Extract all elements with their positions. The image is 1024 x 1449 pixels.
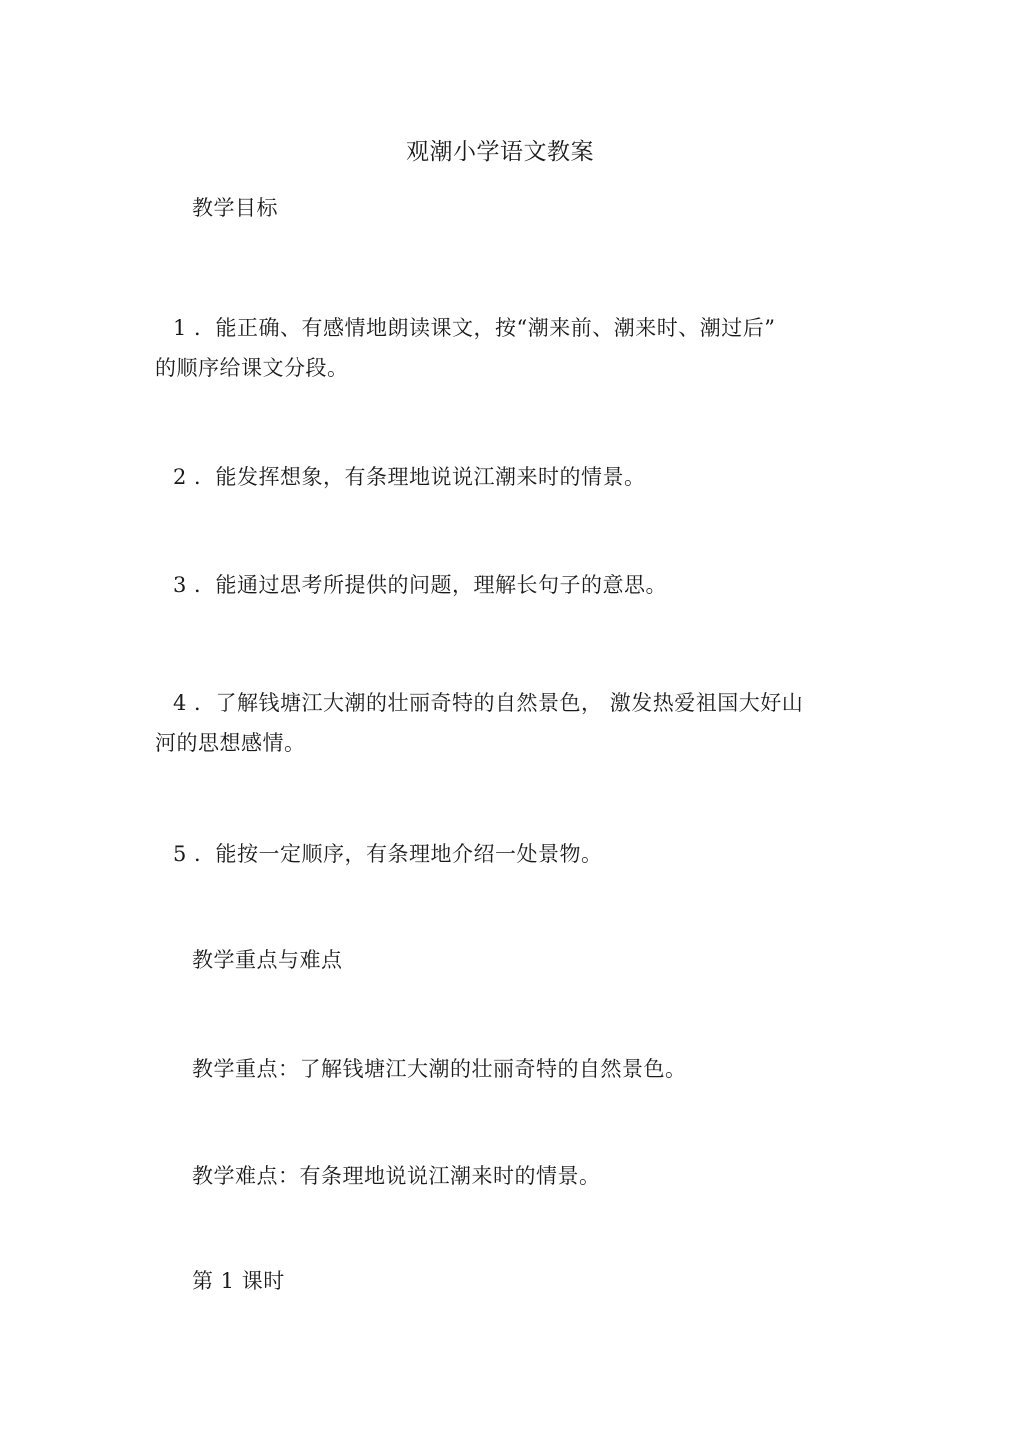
section-heading-key-points: 教学重点与难点 <box>192 948 343 972</box>
objective-1-line-2: 的顺序给课文分段。 <box>155 356 349 380</box>
key-point: 教学重点：了解钱塘江大潮的壮丽奇特的自然景色。 <box>192 1057 687 1081</box>
objective-4-line-1: 4 ．了解钱塘江大潮的壮丽奇特的自然景色， 激发热爱祖国大好山 <box>173 691 804 715</box>
lesson-heading: 第 1 课时 <box>192 1269 285 1293</box>
objective-3: 3 ．能通过思考所提供的问题，理解长句子的意思。 <box>173 573 668 597</box>
objective-4-line-2: 河的思想感情。 <box>155 731 306 755</box>
difficulty: 教学难点：有条理地说说江潮来时的情景。 <box>192 1164 601 1188</box>
objective-5: 5 ．能按一定顺序，有条理地介绍一处景物。 <box>173 842 603 866</box>
document-title: 观潮小学语文教案 <box>406 139 594 165</box>
objective-2: 2 ．能发挥想象，有条理地说说江潮来时的情景。 <box>173 465 646 489</box>
objective-1-line-1: 1 ．能正确、有感情地朗读课文，按“潮来前、潮来时、潮过后” <box>173 316 776 340</box>
section-heading-objectives: 教学目标 <box>192 196 278 220</box>
